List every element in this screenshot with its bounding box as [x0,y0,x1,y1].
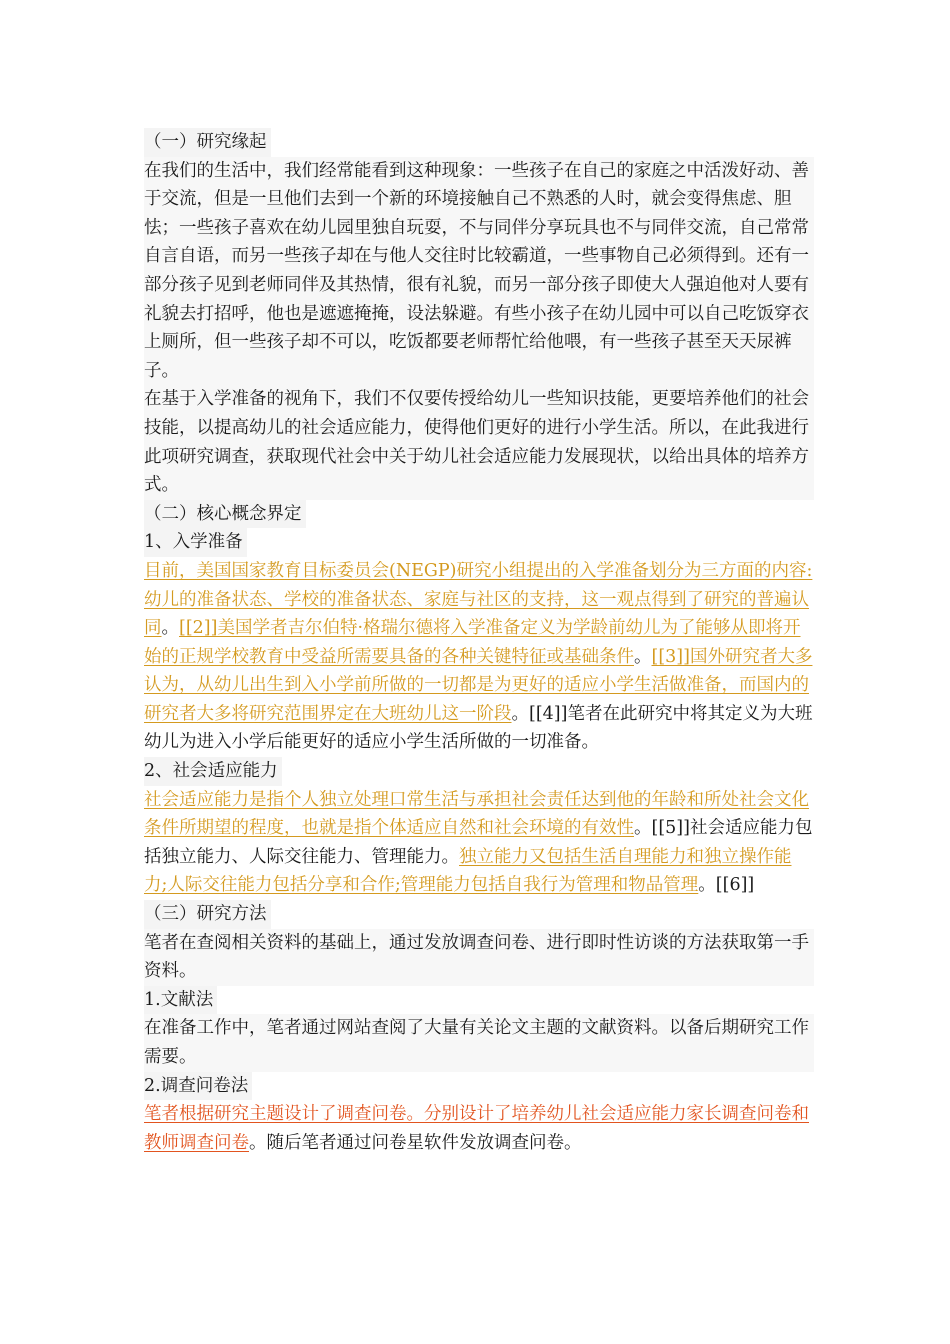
section-heading-core-concepts [144,500,814,529]
annotated-text[interactable]: [[3]]国外研究者大多认为，从幼儿出生到入小学前所做的一切都是为更好的适应小学生活做准备，而国内的研究者大多将研究范围界定在大班幼儿这一阶段 [144,646,813,724]
annotated-text[interactable]: 目前，美国国家教育目标委员会(NEGP)研究小组提出的入学准备划分为三方面的内容:幼儿的准备状态、学校的准备状态、家庭与社区的支持，这一观点得到了研究的普遍认同 [144,560,813,639]
paragraph-school-readiness: 目前，美国国家教育目标委员会(NEGP)研究小组提出的入学准备划分为三方面的内容:幼儿的准备状态、学校的准备状态、家庭与社区的支持，这一观点得到了研究的普遍认同。[[2]]美国学者吉尔伯特·格瑞尔德将入学准备定义为学龄前幼儿为了能够从即将开始的正规学校教育中受益所需要具备的各种关键特征或基础条件。[[3]]国外研究者大多认为，从幼儿出生到入小学前所做的一切都是为更好的适应小学生活做准备，而国内的研究者大多将研究范围界定在大班幼儿这一阶段。[[4]]笔者在此研究中将其定义为大班幼儿为进入小学后能更好的适应小学生活所做的一切准备。 [144,560,813,753]
paragraph-methods-intro: 笔者在查阅相关资料的基础上，通过发放调查问卷、进行即时性访谈的方法获取第一手资料。 [144,929,814,986]
heading-text: （一）研究缘起 [144,128,271,157]
annotated-text[interactable]: 社会适应能力是指个人独立处理口常生活与承担社会责任达到他的年龄和所处社会文化条件所期望的程度，也就是指个体适应自然和社会环境的有效性 [144,789,809,839]
paragraph-phenomenon: 在我们的生活中，我们经常能看到这种现象：一些孩子在自己的家庭之中活泼好动、善于交流，但是一旦他们去到一个新的环境接触自己不熟悉的人时，就会变得焦虑、胆怯；一些孩子喜欢在幼儿园里独自玩耍，不与同伴分享玩具也不与同伴交流，自己常常自言自语，而另一些孩子却在与他人交往时比较霸道，一些事物自己必须得到。还有一部分孩子见到老师同伴及其热情，很有礼貌，而另一部分孩子即使大人强迫他对人要有礼貌去打招呼，他也是遮遮掩掩，设法躲避。有些小孩子在幼儿园中可以自己吃饭穿衣上厕所，但一些孩子却不可以，吃饭都要老师帮忙给他喂，有一些孩子甚至天天尿裤子。 [144,157,814,386]
subheading-literature-method: 1.文献法 [144,986,814,1015]
paragraph-literature-method: 在准备工作中，笔者通过网站查阅了大量有关论文主题的文献资料。以备后期研究工作需要。 [144,1014,814,1071]
annotated-text[interactable]: 独立能力又包括生活自理能力和独立操作能力;人际交往能力包括分享和合作;管理能力包括自我行为管理和物品管理 [144,846,792,896]
heading-text: （三）研究方法 [144,900,271,929]
subheading-questionnaire-method: 2.调查问卷法 [144,1072,814,1101]
section-heading-research-methods [144,900,814,929]
document-page [144,128,814,1157]
subheading-school-readiness: 1、入学准备 [144,528,814,557]
paragraph-purpose: 在基于入学准备的视角下，我们不仅要传授给幼儿一些知识技能，更要培养他们的社会技能，以提高幼儿的社会适应能力，使得他们更好的进行小学生活。所以，在此我进行此项研究调查，获取现代社会中关于幼儿社会适应能力发展现状，以给出具体的培养方式。 [144,385,814,499]
paragraph-questionnaire-method: 笔者根据研究主题设计了调查问卷。分别设计了培养幼儿社会适应能力家长调查问卷和教师调查问卷。随后笔者通过问卷星软件发放调查问卷。 [144,1104,809,1153]
annotated-text[interactable]: 笔者根据研究主题设计了调查问卷。分别设计了培养幼儿社会适应能力家长调查问卷和教师调查问卷 [144,1104,809,1153]
section-heading-research-origin [144,128,814,157]
heading-text: （二）核心概念界定 [144,500,306,529]
paragraph-social-adaptability: 社会适应能力是指个人独立处理口常生活与承担社会责任达到他的年龄和所处社会文化条件所期望的程度，也就是指个体适应自然和社会环境的有效性。[[5]]社会适应能力包括独立能力、人际交往能力、管理能力。独立能力又包括生活自理能力和独立操作能力;人际交往能力包括分享和合作;管理能力包括自我行为管理和物品管理。[[6]] [144,789,813,896]
annotated-text[interactable]: [[2]]美国学者吉尔伯特·格瑞尔德将入学准备定义为学龄前幼儿为了能够从即将开始的正规学校教育中受益所需要具备的各种关键特征或基础条件 [144,618,801,667]
subheading-social-adaptability: 2、社会适应能力 [144,757,814,786]
